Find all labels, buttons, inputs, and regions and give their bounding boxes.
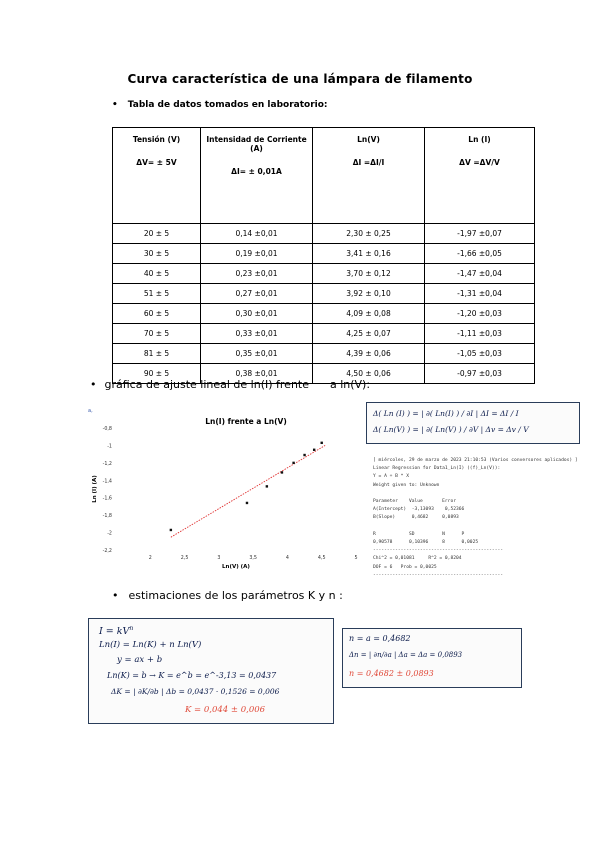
hw-line-n: n = a = 0,4682 bbox=[349, 634, 411, 643]
regression-line: Chi^2 = 0,01081 R^2 = 0,8204 bbox=[373, 556, 462, 562]
table-row: 20 ± 5 0,14 ±0,01 2,30 ± 0,25 -1,97 ±0,07 bbox=[113, 224, 535, 244]
handwritten-k-estimation bbox=[88, 618, 334, 724]
header-lni: Ln (I) ΔV =ΔV/V bbox=[425, 128, 535, 224]
regression-line: ----------------------------------------------- bbox=[373, 548, 503, 554]
hw-line-k: Ln(K) = b → K = e^b = e^-3,13 = 0,0437 bbox=[107, 671, 277, 680]
data-point bbox=[170, 529, 172, 531]
data-point bbox=[281, 471, 283, 473]
y-tick-label: -1,4 bbox=[102, 479, 112, 485]
handwritten-error-formulas bbox=[366, 402, 580, 444]
y-tick-label: -1,8 bbox=[102, 514, 112, 520]
x-tick-label: 5 bbox=[354, 556, 358, 561]
data-point bbox=[246, 502, 248, 504]
bullet-text: estimaciones de los parámetros K y n : bbox=[128, 589, 343, 602]
data-table bbox=[112, 127, 535, 384]
regression-line: Parameter Value Error bbox=[373, 499, 456, 505]
x-tick-label: 2,5 bbox=[180, 556, 189, 561]
regression-output bbox=[373, 457, 578, 580]
header-current: Intensidad de Corriente (A) ΔI= ± 0,01A bbox=[201, 128, 313, 224]
regression-line: R SD N P bbox=[373, 531, 465, 537]
bullet-text: gráfica de ajuste lineal de ln(I) frente a ln(V): bbox=[104, 378, 371, 391]
y-tick-label: -1,6 bbox=[102, 496, 112, 502]
bullet-glyph: • bbox=[112, 100, 118, 110]
table-header-row bbox=[113, 128, 535, 224]
regression-line: Y = A + B * X bbox=[373, 474, 409, 480]
bullet-glyph: • bbox=[112, 589, 119, 602]
regression-line: ----------------------------------------------- bbox=[373, 572, 503, 578]
x-tick-label: 2 bbox=[148, 556, 152, 561]
hw-line-k-result: K = 0,044 ± 0,006 bbox=[185, 705, 266, 715]
hw-line-linear: y = ax + b bbox=[117, 655, 163, 665]
header-lnv: Ln(V) ΔI =ΔI/I bbox=[313, 128, 425, 224]
regression-line: [ miércoles, 29 de marzo de 2023 21:10:53 (Varios conversores aplicados) ] bbox=[373, 458, 578, 463]
y-axis-label: Ln (I) (A) bbox=[92, 475, 98, 503]
scatter-chart bbox=[88, 404, 368, 574]
hw-line-n-result: n = 0,4682 ± 0,0893 bbox=[349, 669, 434, 678]
table-row: 81 ± 5 0,35 ±0,01 4,39 ± 0,06 -1,05 ±0,03 bbox=[113, 344, 535, 364]
y-tick-label: -1 bbox=[107, 444, 112, 450]
data-point bbox=[266, 485, 268, 487]
formula-delta-lnv: Δ( Ln(V) ) = | ∂( Ln(V) ) / ∂V | Δv = Δv / V bbox=[373, 425, 529, 434]
handwritten-n-estimation bbox=[342, 628, 522, 688]
data-point bbox=[292, 462, 294, 464]
x-tick-label: 3 bbox=[217, 556, 221, 561]
regression-line: Weight given to: Unknown bbox=[373, 482, 440, 488]
table-row: 70 ± 5 0,33 ±0,01 4,25 ± 0,07 -1,11 ±0,03 bbox=[113, 324, 535, 344]
table-row: 90 ± 5 0,38 ±0,01 4,50 ± 0,06 -0,97 ±0,03 bbox=[113, 364, 535, 384]
y-tick-label: -1,2 bbox=[102, 461, 112, 467]
bullet-glyph: • bbox=[90, 378, 97, 391]
formula-delta-lni: Δ( Ln (I) ) = | ∂( Ln(I) ) / ∂I | ΔI = ΔI / I bbox=[373, 409, 519, 418]
hw-line-log: Ln(I) = Ln(K) + n Ln(V) bbox=[99, 640, 202, 650]
bullet-parameters bbox=[112, 589, 343, 602]
table-row: 40 ± 5 0,23 ±0,01 3,70 ± 0,12 -1,47 ±0,04 bbox=[113, 264, 535, 284]
data-point bbox=[303, 454, 305, 456]
table-row: 30 ± 5 0,19 ±0,01 3,41 ± 0,16 -1,66 ±0,05 bbox=[113, 244, 535, 264]
hw-line-dn: Δn = | ∂n/∂a | Δa = Δa = 0,0893 bbox=[349, 651, 463, 659]
bullet-table-data bbox=[112, 100, 328, 110]
x-tick-label: 4 bbox=[285, 556, 289, 561]
header-voltage: Tensión (V) ΔV= ± 5V bbox=[113, 128, 201, 224]
regression-line bbox=[373, 523, 578, 531]
x-tick-label: 3,5 bbox=[249, 556, 257, 561]
page-title: Curva característica de una lámpara de filamento bbox=[127, 72, 473, 86]
data-point bbox=[321, 442, 323, 444]
y-tick-label: -2,2 bbox=[102, 549, 112, 554]
chart-corner-label: a, bbox=[88, 408, 93, 414]
regression-line: DOF = 6 Prob = 0,0025 bbox=[373, 564, 437, 570]
regression-line: Linear Regression for Data1_Ln(I) ((f)_Ln(V)): bbox=[373, 466, 501, 472]
regression-line: 0,90578 0,10396 8 0,0025 bbox=[373, 540, 479, 546]
hw-line-model: $I = kV^n$ bbox=[99, 625, 134, 638]
regression-line: B(Slope) 0,4682 0,0893 bbox=[373, 515, 459, 521]
hw-line-dk: ΔK = | ∂K/∂b | Δb = 0,0437 · 0,1526 = 0,006 bbox=[111, 687, 280, 696]
table-row: 51 ± 5 0,27 ±0,01 3,92 ± 0,10 -1,31 ±0,04 bbox=[113, 284, 535, 304]
x-tick-label: 4,5 bbox=[317, 556, 326, 561]
chart-title: Ln(I) frente a Ln(V) bbox=[205, 417, 287, 426]
data-point bbox=[313, 449, 315, 451]
bullet-text: Tabla de datos tomados en laboratorio: bbox=[127, 100, 328, 110]
table-row: 60 ± 5 0,30 ±0,01 4,09 ± 0,08 -1,20 ±0,03 bbox=[113, 304, 535, 324]
fit-line bbox=[171, 445, 325, 537]
x-axis-label: Ln(V) (A) bbox=[222, 564, 250, 570]
regression-line: A(Intercept) -3,13093 0,52366 bbox=[373, 507, 465, 513]
bullet-graph bbox=[90, 378, 370, 391]
y-tick-label: -2 bbox=[107, 531, 112, 537]
y-tick-label: -0,8 bbox=[102, 427, 112, 432]
regression-line bbox=[373, 490, 578, 498]
